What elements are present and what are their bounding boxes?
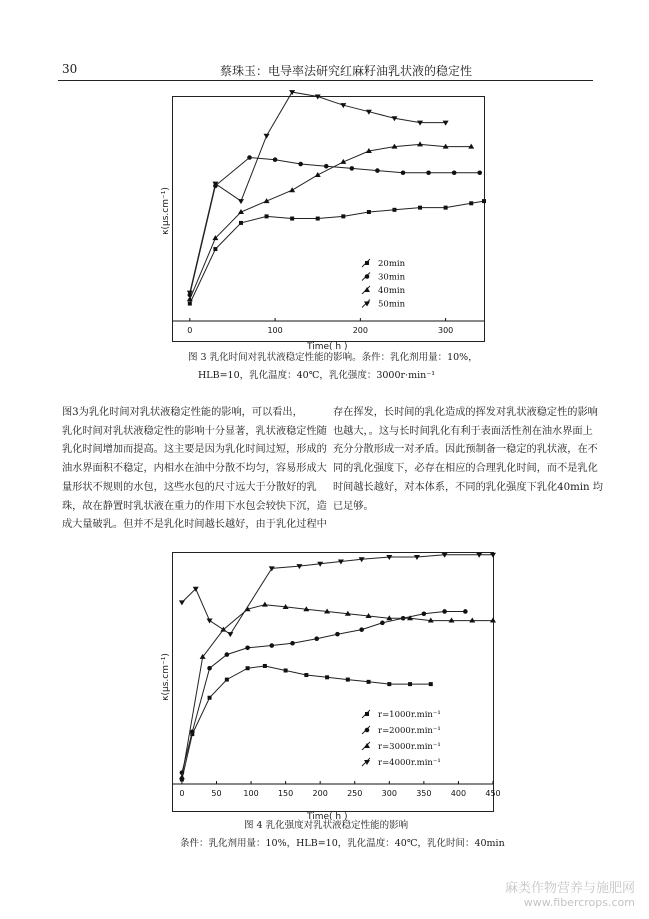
x-tick-label: 250 (347, 789, 363, 798)
x-tick-label: 200 (312, 789, 328, 798)
body-right-line: 同的乳化强度下，必存在相应的合理乳化时间，而不是乳化 (333, 463, 598, 475)
body-left-line: 图3为乳化时间对乳状液稳定性能的影响，可以看出， (62, 407, 303, 418)
data-point (422, 611, 427, 616)
legend-entry (362, 742, 441, 752)
x-tick-label: 350 (416, 789, 432, 798)
series-4 (179, 553, 496, 637)
legend-swatch-marker (364, 743, 370, 748)
data-point (298, 162, 303, 167)
data-point (239, 221, 243, 225)
series-line (190, 92, 446, 293)
x-tick-label: 300 (437, 326, 454, 335)
data-point (350, 166, 355, 171)
body-right-line: 也越大，。这与长时间乳化有利于表面活性剂在油水界面上 (333, 425, 593, 437)
data-point (284, 669, 288, 673)
body-right-line: 已足够。 (333, 500, 374, 512)
legend-entry (362, 273, 406, 283)
data-point (316, 217, 320, 221)
data-point (225, 678, 229, 682)
body-column-left (62, 404, 327, 535)
data-point (238, 199, 244, 204)
x-axis-title: Time( h ) (307, 342, 348, 352)
data-point (335, 632, 340, 637)
legend-swatch-marker (365, 712, 369, 716)
data-point (375, 168, 380, 173)
data-point (179, 600, 185, 605)
data-point (367, 210, 371, 214)
watermark-url: www.fibercrops.com (523, 896, 635, 909)
series-line (182, 555, 493, 635)
body-left-line: 成大量破乳。但并不是乳化时间越长越好，由于乳化过程中 (62, 519, 327, 531)
series-line (190, 144, 471, 299)
data-point (263, 664, 267, 668)
figure-3-caption-line-2: HLB=10，乳化温度：40℃，乳化强度：3000r·min⁻¹ (198, 370, 436, 381)
figure-3-plot (172, 96, 485, 342)
data-point (387, 682, 391, 686)
x-axis-title: Time( h ) (307, 812, 348, 822)
series-3 (187, 141, 474, 301)
data-point (442, 609, 447, 614)
data-point (290, 217, 294, 221)
y-axis-title: κ(μs.cm⁻¹) (160, 187, 171, 235)
data-point (207, 619, 213, 624)
data-point (269, 643, 274, 648)
x-tick-label: 300 (381, 789, 397, 798)
legend-entry (362, 710, 441, 720)
body-right-line: 存在挥发，长时间的乳化造成的挥发对乳状液稳定性的影响 (333, 407, 598, 418)
figure-4-caption-line-1: 图 4 乳化强度对乳状液稳定性能的影响 (244, 820, 409, 831)
data-point (482, 199, 486, 203)
data-point (401, 170, 406, 175)
legend-entry (362, 259, 406, 269)
legend-swatch-marker (365, 274, 370, 279)
data-point (469, 201, 473, 205)
figure-4-caption-line-2: 条件：乳化剂用量：10%，HLB=10，乳化温度：40℃，乳化时间：40min (180, 838, 505, 849)
legend-entry (362, 726, 441, 736)
x-tick-label: 200 (352, 326, 369, 335)
legend-label: 30min (378, 272, 406, 283)
data-point (449, 618, 455, 623)
series-line (190, 158, 480, 295)
body-left-line: 乳化时间增加而提高。这主要是因为乳化时间过短，形成的 (62, 444, 327, 456)
body-column-right (333, 404, 603, 516)
data-point (314, 636, 319, 641)
data-point (426, 170, 431, 175)
data-point (429, 682, 433, 686)
legend-label: 50min (378, 299, 406, 310)
x-tick-label: 0 (187, 326, 193, 335)
series-3 (179, 602, 496, 780)
data-point (315, 172, 321, 177)
site-watermark (505, 877, 635, 909)
data-point (346, 678, 350, 682)
legend-label: 20min (378, 259, 406, 269)
data-point (264, 134, 270, 139)
data-point (247, 155, 252, 160)
data-point (477, 170, 482, 175)
data-point (213, 247, 217, 251)
legend-label: 40min (378, 286, 406, 296)
data-point (324, 164, 329, 169)
data-point (452, 170, 457, 175)
data-point (190, 729, 195, 734)
data-point (476, 553, 482, 558)
header-rule (58, 80, 593, 81)
body-left-line: 油水界面积不稳定，内相水在油中分散不均匀，容易形成大 (62, 463, 327, 475)
data-point (188, 302, 192, 306)
legend-entry (362, 300, 406, 310)
data-point (490, 553, 496, 558)
series-4 (187, 90, 449, 296)
data-point (246, 666, 250, 670)
x-tick-label: 100 (243, 789, 259, 798)
data-point (490, 618, 496, 623)
body-right-line: 充分分散形成一对矛盾。因此预制备一稳定的乳状液，在不 (333, 444, 598, 456)
data-point (417, 141, 423, 146)
data-point (225, 652, 230, 657)
data-point (443, 121, 449, 126)
data-point (207, 666, 212, 671)
data-point (418, 206, 422, 210)
page-number: 30 (62, 62, 78, 76)
x-tick-label: 150 (277, 789, 294, 798)
figure-4-plot (172, 552, 501, 812)
data-point (273, 157, 278, 162)
legend-label: r=3000r.min⁻¹ (378, 742, 441, 752)
data-point (227, 632, 233, 637)
data-point (367, 680, 371, 684)
legend-label: r=1000r.min⁻¹ (378, 710, 441, 720)
data-point (289, 187, 295, 192)
data-point (269, 566, 275, 571)
series-line (182, 605, 493, 778)
data-point (179, 774, 185, 779)
data-point (444, 206, 448, 210)
data-point (290, 641, 295, 646)
data-point (417, 121, 423, 126)
legend-entry (362, 286, 406, 296)
data-point (265, 214, 269, 218)
x-tick-label: 0 (179, 789, 185, 798)
x-tick-label: 50 (211, 789, 222, 798)
body-left-line: 量形状不规则的水包，这些水包的尺寸远大于分散好的乳 (62, 481, 317, 493)
data-point (341, 214, 345, 218)
series-1 (188, 199, 486, 305)
legend-label: r=4000r.min⁻¹ (378, 758, 441, 768)
legend-swatch-marker (364, 287, 370, 292)
data-point (245, 646, 250, 651)
series-line (190, 201, 484, 304)
watermark-site-name: 麻类作物营养与施肥网 (504, 881, 635, 896)
data-point (380, 621, 385, 626)
data-point (392, 208, 396, 212)
legend-entry (362, 758, 441, 768)
running-title: 蔡珠玉：电导率法研究红麻籽油乳状液的稳定性 (220, 64, 473, 78)
data-point (304, 673, 308, 677)
data-point (208, 696, 212, 700)
data-point (469, 618, 475, 623)
body-right-line: 时间越长越好，对本体系，不同的乳化强度下乳化40min 均 (333, 481, 603, 493)
body-left-line: 乳化时间对乳状液稳定性的影响十分显著，乳状液稳定性随 (62, 425, 327, 437)
x-tick-label: 100 (267, 326, 283, 335)
legend-label: r=2000r.min⁻¹ (378, 726, 441, 736)
body-left-line: 珠，故在静置时乳状液在重力的作用下水包会较快下沉，造 (62, 500, 327, 512)
data-point (359, 627, 364, 632)
figure-3-caption-line-1: 图 3 乳化时间对乳状液稳定性能的影响。条件：乳化剂用量：10%， (188, 352, 478, 363)
series-2 (188, 155, 483, 297)
x-tick-label: 450 (485, 789, 501, 798)
data-point (463, 609, 468, 614)
y-axis-title: κ(μs.cm⁻¹) (160, 653, 171, 701)
legend-swatch-marker (365, 728, 370, 733)
data-point (408, 682, 412, 686)
data-point (262, 602, 268, 607)
legend-swatch-marker (365, 261, 369, 265)
data-point (325, 675, 329, 679)
x-tick-label: 400 (450, 789, 467, 798)
